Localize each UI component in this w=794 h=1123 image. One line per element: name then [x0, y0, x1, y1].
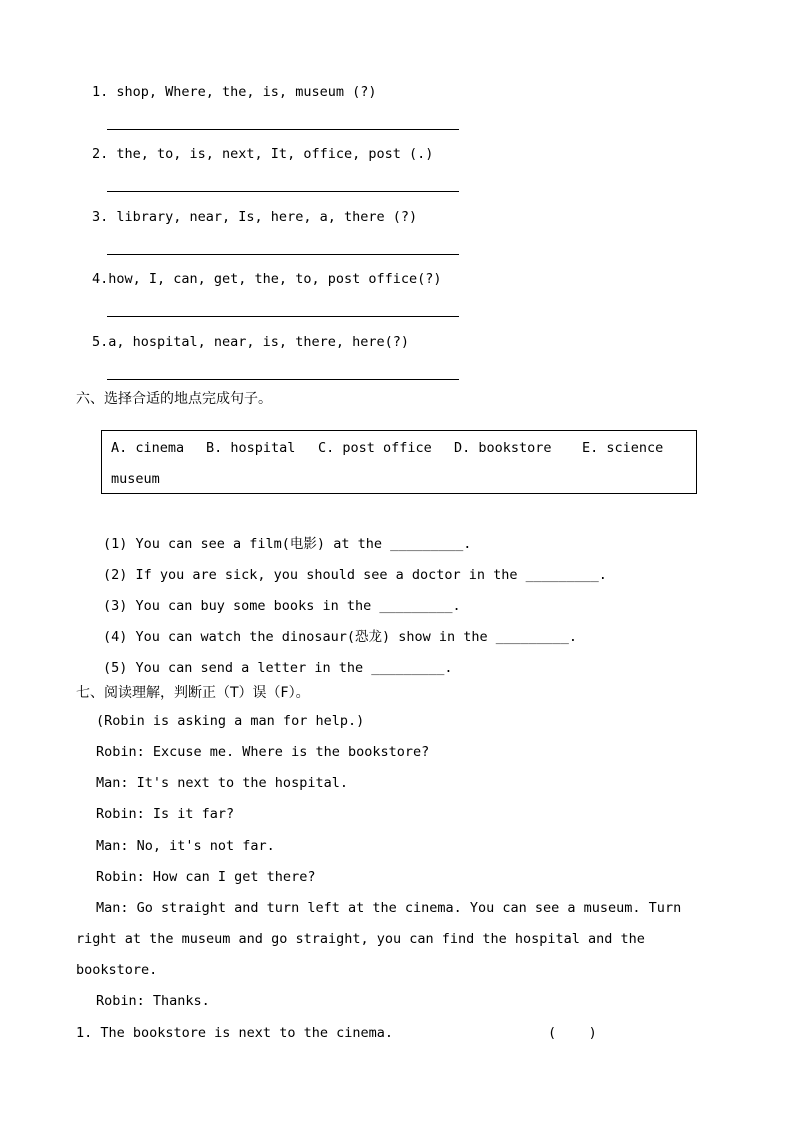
- dialogue-line-3: Robin: Is it far?: [96, 806, 235, 822]
- dialogue-line-4: Man: No, it's not far.: [96, 838, 275, 854]
- answer-line-5[interactable]: [107, 379, 459, 380]
- option-d: D. bookstore: [454, 440, 552, 456]
- option-e: E. science: [582, 440, 664, 456]
- section-7-heading: 七、阅读理解，判断正（T）误（F）。: [76, 685, 310, 701]
- dialogue-line-5: Robin: How can I get there?: [96, 869, 316, 885]
- option-b: B. hospital: [206, 440, 296, 456]
- section-6-heading: 六、选择合适的地点完成句子。: [76, 391, 272, 407]
- reorder-item-4: 4.how, I, can, get, the, to, post office(?): [92, 271, 442, 287]
- answer-line-3[interactable]: [107, 254, 459, 255]
- reorder-item-2: 2. the, to, is, next, It, office, post (.): [92, 146, 434, 162]
- dialogue-line-1: Robin: Excuse me. Where is the bookstore?: [96, 744, 430, 760]
- answer-line-4[interactable]: [107, 316, 459, 317]
- reorder-item-5: 5.a, hospital, near, is, there, here(?): [92, 334, 409, 350]
- reading-intro: (Robin is asking a man for help.): [96, 713, 365, 729]
- dialogue-line-2: Man: It's next to the hospital.: [96, 775, 348, 791]
- fill-sentence-2: (2) If you are sick, you should see a doctor in the _________.: [103, 567, 607, 583]
- option-c: C. post office: [318, 440, 432, 456]
- answer-line-2[interactable]: [107, 191, 459, 192]
- dialogue-line-6-end: bookstore.: [76, 962, 158, 978]
- fill-sentence-4: (4) You can watch the dinosaur(恐龙) show in the _________.: [103, 629, 578, 645]
- dialogue-line-7: Robin: Thanks.: [96, 993, 210, 1009]
- reorder-item-1: 1. shop, Where, the, is, museum (?): [92, 84, 377, 100]
- option-e-continued: museum: [111, 471, 160, 487]
- fill-sentence-3: (3) You can buy some books in the _________.: [103, 598, 461, 614]
- fill-sentence-5: (5) You can send a letter in the _________.: [103, 660, 453, 676]
- dialogue-line-6: Man: Go straight and turn left at the cinema. You can see a museum. Turn: [96, 900, 682, 916]
- dialogue-line-6-cont: right at the museum and go straight, you can find the hospital and the: [76, 931, 645, 947]
- fill-sentence-1: (1) You can see a film(电影) at the _________.: [103, 536, 472, 552]
- tf-question-1: 1. The bookstore is next to the cinema.: [76, 1025, 393, 1041]
- answer-line-1[interactable]: [107, 129, 459, 130]
- reorder-item-3: 3. library, near, Is, here, a, there (?): [92, 209, 418, 225]
- option-a: A. cinema: [111, 440, 185, 456]
- tf-answer-blank-1[interactable]: ( ): [548, 1025, 597, 1041]
